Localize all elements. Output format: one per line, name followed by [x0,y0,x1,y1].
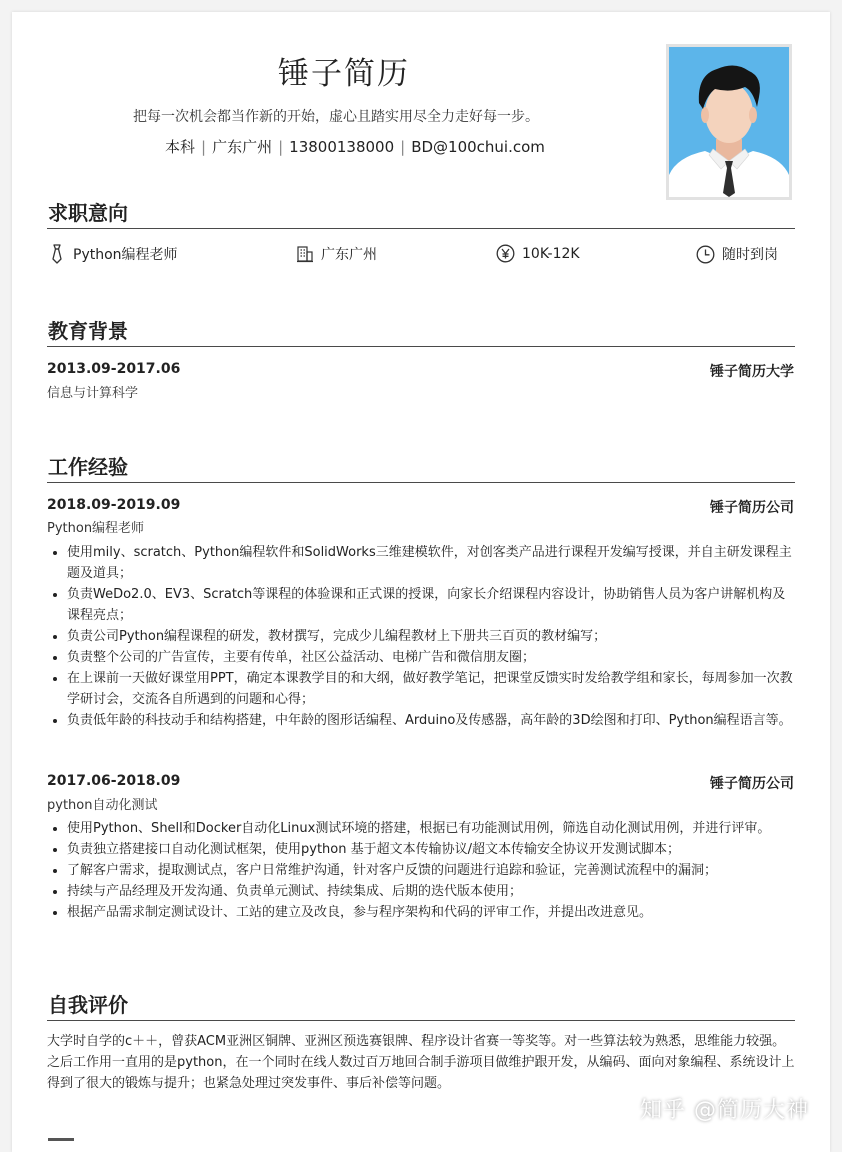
next-section-title-cutoff [48,1135,78,1142]
location: 广东广州 [212,138,273,156]
job-duties-list [47,542,795,731]
job-role: Python编程老师 [47,521,145,536]
section-divider [47,228,795,229]
section-title-intent: 求职意向 [48,201,128,225]
intent-location-text: 广东广州 [321,247,377,263]
section-title-work: 工作经验 [48,455,128,479]
job-duty: • 负责WeDo2.0、EV3、Scratch等课程的体验课和正式课的授课，向家长介绍课程内容设计，协助销售人员为客户讲解机构及课程亮点； [67,584,795,626]
zhihu-watermark: 知乎 @简历大神 [640,1098,809,1123]
clock-icon [696,245,715,264]
building-icon [296,245,314,263]
job-period: 2018.09-2019.09 [47,497,181,513]
separator: | [278,138,284,156]
job-duty: • 持续与产品经理及开发沟通、负责单元测试、持续集成、后期的迭代版本使用； [67,881,795,902]
intent-position [48,244,178,264]
job-duty: • 在上课前一天做好课堂用PPT，确定本课教学目的和大纲，做好教学笔记，把课堂反馈实时发给教学组和家长，每周参加一次教学研讨会，交流各自所遇到的问题和心得； [67,668,795,710]
intent-location [296,244,377,264]
education-major: 信息与计算科学 [47,386,139,401]
avatar-illustration [669,47,789,197]
self-evaluation-text: 大学时自学的c＋＋，曾获ACM亚洲区铜牌、亚洲区预选赛银牌、程序设计省赛一等奖等。对一些算法较为熟悉，思维能力较强。 之后工作用一直用的是python，在一个同时在线人数过百万地回合制手游项目做维护跟开发，从编码、面向对象编程、系统设计上得到了很大的锻炼与提升；也紧急处理过突发事件、事后补偿等问题。 [47,1034,795,1091]
job-duty: • 负责低年龄的科技动手和结构搭建，中年龄的图形话编程、Arduino及传感器，高年龄的3D绘图和打印、Python编程语言等。 [67,710,795,731]
job-duties-list [47,818,795,923]
basic-info [165,136,545,157]
job-duty: • 使用mily、scratch、Python编程软件和SolidWorks三维建模软件，对创客类产品进行课程开发编写授课，并自主研发课程主题及道具； [67,542,795,584]
degree: 本科 [165,138,196,156]
separator: | [400,138,406,156]
phone: 13800138000 [289,138,395,156]
job-duty: • 负责独立搭建接口自动化测试框架，使用python 基于超文本传输协议/超文本传输安全协议开发测试脚本； [67,839,795,860]
job-company: 锤子简历公司 [710,776,794,792]
job-period: 2017.06-2018.09 [47,773,181,789]
job-duty: • 负责公司Python编程课程的研发，教材撰写，完成少儿编程教材上下册共三百页的教材编写； [67,626,795,647]
intent-position-text: Python编程老师 [73,247,178,263]
profile-photo [666,44,792,200]
job-duty: • 负责整个公司的广告宣传，主要有传单，社区公益活动、电梯广告和微信朋友圈； [67,647,795,668]
section-title-education: 教育背景 [48,319,128,343]
intent-salary-text: 10K-12K [522,245,580,262]
resume-name: 锤子简历 [278,56,410,92]
email: BD@100chui.com [411,138,545,156]
separator: | [201,138,207,156]
education-school: 锤子简历大学 [710,364,794,380]
intent-availability-text: 随时到岗 [722,247,778,263]
tie-icon [48,244,66,264]
section-title-self-eval: 自我评价 [48,993,128,1017]
intent-availability [696,244,778,264]
education-period: 2013.09-2017.06 [47,361,181,377]
job-duty: • 使用Python、Shell和Docker自动化Linux测试环境的搭建，根据已有功能测试用例，筛选自动化测试用例，并进行评审。 [67,818,795,839]
section-divider [47,482,795,483]
section-divider [47,1020,795,1021]
job-company: 锤子简历公司 [710,500,794,516]
job-duty: • 根据产品需求制定测试设计、工站的建立及改良，参与程序架构和代码的评审工作，并提出改进意见。 [67,902,795,923]
intent-salary [496,244,580,263]
yen-icon [496,244,515,263]
job-duty: • 了解客户需求，提取测试点，客户日常维护沟通，针对客户反馈的问题进行追踪和验证，完善测试流程中的漏洞； [67,860,795,881]
job-role: python自动化测试 [47,798,158,813]
section-divider [47,346,795,347]
resume-motto: 把每一次机会都当作新的开始，虚心且踏实用尽全力走好每一步。 [133,109,539,125]
